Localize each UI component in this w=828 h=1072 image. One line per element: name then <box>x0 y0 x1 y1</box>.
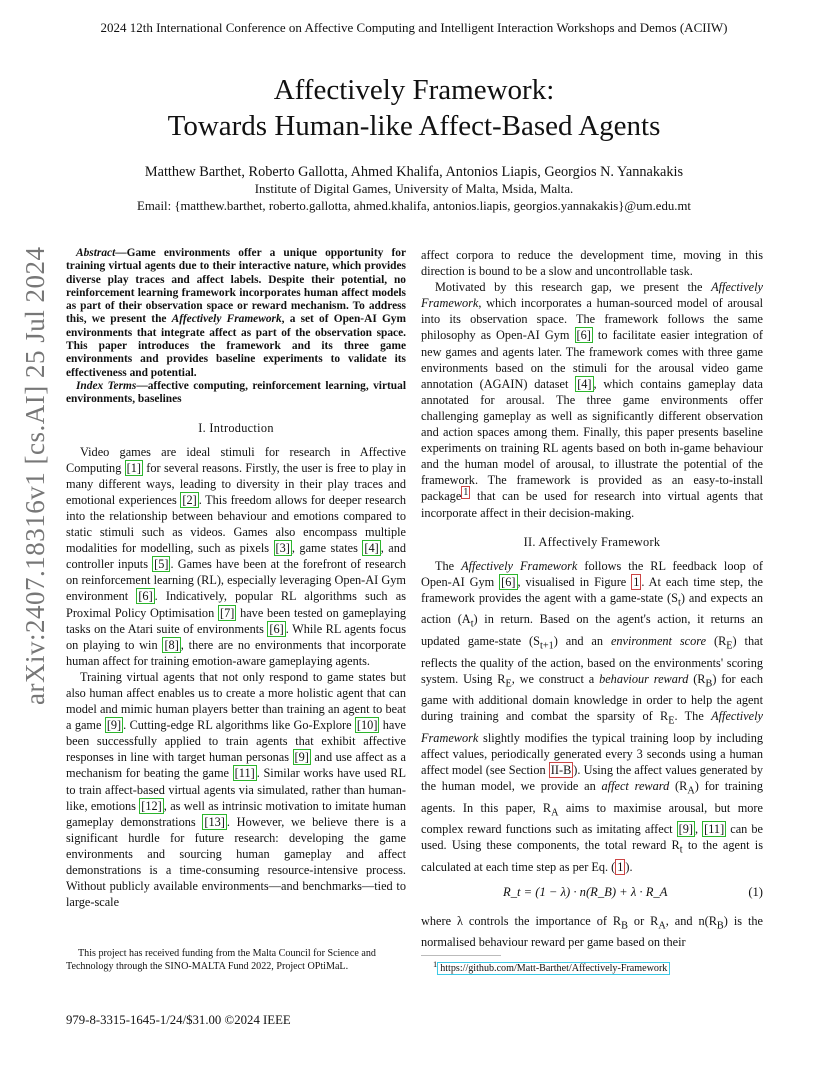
citation-link[interactable]: [13] <box>204 814 225 829</box>
citation-link[interactable]: [4] <box>364 541 379 556</box>
section-heading-framework: II. Affectively Framework <box>523 534 661 549</box>
citation-link[interactable]: [11] <box>704 822 725 837</box>
author-emails: Email: {matthew.barthet, roberto.gallotta, ahmed.khalifa, antonios.liapis, georgios.yannakakis}@um.edu.mt <box>137 199 691 213</box>
citation-link[interactable]: [9] <box>678 822 693 837</box>
arxiv-stamp: arXiv:2407.18316v1 [cs.AI] 25 Jul 2024 <box>20 246 50 705</box>
continued-paragraph: affect corpora to reduce the development time, moving in this direction is bound to be a slow and uncontrollable task. <box>421 248 763 279</box>
citation-link[interactable]: [12] <box>141 798 162 813</box>
github-link[interactable]: https://github.com/Matt-Barthet/Affectively-Framework <box>437 962 670 975</box>
left-column <box>66 247 406 910</box>
framework-paragraph: The Affectively Framework follows the RL feedback loop of Open-AI Gym [6] , visualised in Figure 1 . At each time step, the framework provides the agent with a game-state $(S_t)$ and expects an action $(A_t)$ in return. Based on the agent's action, it returns an updated game-state $(S_{t+1})$ and an environment score $(R_E)$ that reflects the quality of the action, based on the environments' scoring system. Using $R_E$, we construct a behaviour reward $(R_B)$ for each game with additional domain knowledge in order to help the agent during training and combat the sparsity of $R_E$. The Affectively Framework slightly modifies the typical training loop by including affect values, periodically generated every 3 seconds using a human affect model (see Section II-B ). Using the affect values generated by the human model, we provide an affect reward $(R_A)$ for training agents. In this paper, $R_A$ aims to maximise arousal, but more complex reward functions such as imitating affect [9] , [11] can be used. Using these components, the total reward $R_t$ to the agent is calculated at each time step as per Eq. ( 1 ). <box>421 558 764 874</box>
author-list: Matthew Barthet, Roberto Gallotta, Ahmed Khalifa, Antonios Liapis, Georgios N. Yannakakis <box>144 164 684 180</box>
citation-link[interactable]: [5] <box>154 557 169 572</box>
conference-header: 2024 12th International Conference on Affective Computing and Intelligent Interaction Workshops and Demos (ACIIW) <box>100 20 728 35</box>
citation-link[interactable]: [9] <box>106 718 122 733</box>
abstract <box>66 247 406 380</box>
abstract-text: —Game environments offer a unique opportunity for training virtual agents due to their interactive nature, which provides diverse play traces and affect labels. Despite their potential, no reinforcement learning framework incorporates human affect models as part of their observation space or reward mechanism. To address this, we present the <box>66 247 406 326</box>
right-column <box>421 247 763 951</box>
paper-title <box>0 72 828 144</box>
citation-link[interactable]: [7] <box>219 605 235 620</box>
citation-link[interactable]: [4] <box>577 376 592 391</box>
index-terms <box>66 380 406 407</box>
figure-link[interactable]: 1 <box>633 574 640 589</box>
citation-link[interactable]: [2] <box>182 492 197 507</box>
equation-body: R_t = (1 − λ) · n(R_B) + λ · R_A <box>503 884 668 899</box>
citation-link[interactable]: [6] <box>501 574 516 589</box>
index-terms-text: —affective computing, reinforcement learning, virtual environments, baselines <box>66 379 406 406</box>
intro-paragraph-1: Video games are ideal stimuli for research in Affective Computing [1] for several reasons. Firstly, the user is free to play in many different ways, leading to diversity in their play traces and emotional experiences [2] . This freedom allows for deeper research into the relationship between behaviour and emotions compared to static stimuli such as videos. Games also encompass multiple modalities for modelling, such as pixels [3] , game states [4] , and controller inputs [5] . Games have been at the forefront of research on reinforcement learning (RL), especially leveraging Open-AI Gym environment [6] . Indicatively, popular RL algorithms such as Proximal Policy Optimisation [7] have been tested on gameplaying tasks on the Atari suite of environments [6] . While RL agents focus on playing to win [8] , there are no environments that incorporate human affect for training emotion-aware gameplaying agents. <box>66 444 406 668</box>
funding-footnote: This project has received funding from the Malta Council for Science and Technology through the SINO-MALTA Fund 2022, Project OPtiMaL. <box>66 948 376 972</box>
index-terms-label: Index Terms <box>76 379 137 392</box>
citation-link[interactable]: [1] <box>126 460 141 475</box>
equation-explanation: where λ controls the importance of $R_B$ or $R_A$, and $n(R_B)$ is the normalised behaviour reward per game based on their <box>421 913 763 950</box>
footnote-number: 1 <box>433 960 438 969</box>
footnote-1 <box>433 960 670 974</box>
section-heading-introduction: I. Introduction <box>198 420 274 435</box>
section-link[interactable]: II-B <box>550 762 572 777</box>
abstract-label: Abstract <box>76 247 116 259</box>
citation-link[interactable]: [8] <box>164 637 179 652</box>
citation-link[interactable]: [6] <box>138 589 153 604</box>
title-line-2: Towards Human-like Affect-Based Agents <box>167 110 661 142</box>
abstract-emphasis: Affectively Framework <box>171 313 282 326</box>
equation-1 <box>421 885 763 903</box>
abstract-text: , a set of Open-AI Gym environments that integrate affect as part of the observation space. This paper introduces the framework and its three game environments and provides baseline experiments to validate its effectiveness and potential. <box>66 313 406 379</box>
citation-link[interactable]: [6] <box>269 621 284 636</box>
motivation-paragraph: Motivated by this research gap, we present the Affectively Framework, which incorporates a human-sourced model of arousal into its observation space. The framework follows the same philosophy as Open-AI Gym [6] to facilitate easier integration of new games and agents later. The framework comes with three game environments based on the stimuli for the arousal video game annotation (AGAIN) dataset [4] , which contains gameplay data annotated for arousal. The three game environments offer challenging gameplay as well as significantly different observation and action spaces among them. Finally, this paper presents baseline experiments on training RL agents based on both in-game behaviour and the human model of arousal, to illustrate the potential of the framework. The framework is provided as an easy-to-install package $^1$ that can be used for research into virtual agents that incorporate affect in their decision-making. <box>421 280 764 520</box>
intro-paragraph-2: Training virtual agents that not only respond to game states but also human affect enables us to create a more holistic agent that can model and mimic human players better than training an agent to beat a game [9] . Cutting-edge RL algorithms like Go-Explore [10] have been successfully applied to train agents that exhibit affective responses in line with target human personas [9] and use affect as a mechanism for beating the game [11] . Similar works have used RL to train affect-based virtual agents via simulated, rather than human-like, emotions [12] , as well as intrinsic motivation to imitate human gameplay demonstrations [13] . However, we believe there is a significant hurdle for future research: developing the game environments and sourcing human gameplay and affect demonstrations is a time-consuming resource-intensive process. Without publicly available environments—and benchmarks—tied to large-scale <box>66 669 407 910</box>
citation-link[interactable]: [9] <box>294 750 309 765</box>
equation-link[interactable]: 1 <box>617 859 624 874</box>
citation-link[interactable]: [11] <box>234 766 255 781</box>
affiliation: Institute of Digital Games, University of Malta, Msida, Malta. <box>254 182 574 196</box>
citation-link[interactable]: [10] <box>356 718 378 733</box>
footnote-divider <box>421 955 501 956</box>
title-line-1: Affectively Framework: <box>273 74 555 106</box>
footnote-marker[interactable]: 1 <box>463 487 469 499</box>
citation-link[interactable]: [3] <box>275 541 290 556</box>
isbn-copyright: 979-8-3315-1645-1/24/$31.00 ©2024 IEEE <box>66 1013 291 1027</box>
citation-link[interactable]: [6] <box>576 328 591 343</box>
equation-number: (1) <box>748 884 763 899</box>
